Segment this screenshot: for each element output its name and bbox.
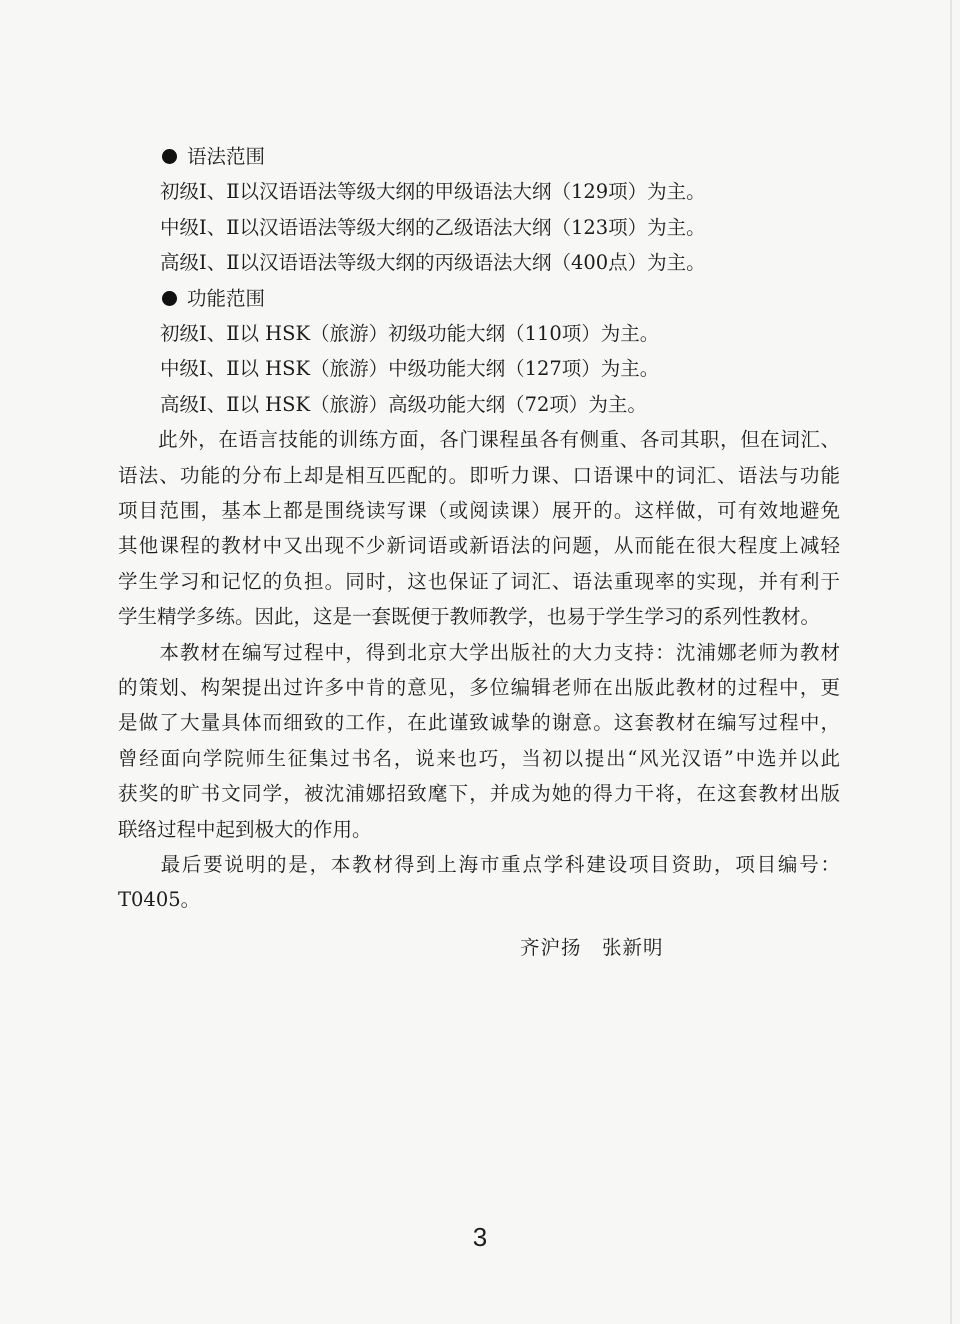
paragraph-line: 联络过程中起到极大的作用。 xyxy=(118,817,372,841)
paragraph-line: 学生精学多练。因此，这是一套既便于教师教学，也易于学生学习的系列性教材。 xyxy=(118,605,821,629)
scope-item: 初级Ⅰ、Ⅱ以汉语语法等级大纲的甲级语法大纲（129项）为主。 xyxy=(160,180,706,204)
scope-item: 中级Ⅰ、Ⅱ以 HSK（旅游）中级功能大纲（127项）为主。 xyxy=(160,357,660,381)
section-heading-text: 语法范围 xyxy=(187,145,266,168)
paragraph-line: 本教材在编写过程中，得到北京大学出版社的大力支持：沈浦娜老师为教材 xyxy=(118,640,840,664)
scope-item: 高级Ⅰ、Ⅱ以汉语语法等级大纲的丙级语法大纲（400点）为主。 xyxy=(160,251,706,275)
author-signature: 齐沪扬 张新明 xyxy=(520,936,664,959)
paragraph-line: T0405。 xyxy=(118,888,201,912)
section-heading xyxy=(118,143,840,171)
paragraph-line: 学生学习和记忆的负担。同时，这也保证了词汇、语法重现率的实现，并有利于 xyxy=(118,569,840,593)
page-number: 3 xyxy=(472,1222,488,1252)
paragraph-line: 是做了大量具体而细致的工作，在此谨致诚挚的谢意。这套教材在编写过程中， xyxy=(118,711,840,735)
bullet-icon xyxy=(162,291,177,306)
paragraph-line: 获奖的旷书文同学，被沈浦娜招致麾下，并成为她的得力干将，在这套教材出版 xyxy=(118,782,840,806)
scope-item: 初级Ⅰ、Ⅱ以 HSK（旅游）初级功能大纲（110项）为主。 xyxy=(160,322,660,345)
scope-item: 高级Ⅰ、Ⅱ以 HSK（旅游）高级功能大纲（72项）为主。 xyxy=(160,392,647,416)
section-heading xyxy=(118,285,840,313)
paragraph-line: 项目范围，基本上都是围绕读写课（或阅读课）展开的。这样做，可有效地避免 xyxy=(118,499,840,522)
paragraph-line: 其他课程的教材中又出现不少新词语或新语法的问题，从而能在很大程度上减轻 xyxy=(118,534,840,558)
scan-edge xyxy=(950,0,952,1324)
paragraph-line: 最后要说明的是，本教材得到上海市重点学科建设项目资助，项目编号： xyxy=(118,853,840,876)
bullet-icon xyxy=(162,149,177,164)
paragraph-line: 语法、功能的分布上却是相互匹配的。即听力课、口语课中的词汇、语法与功能 xyxy=(118,463,840,487)
paragraph-line: 此外，在语言技能的训练方面，各门课程虽各有侧重、各司其职，但在词汇、 xyxy=(118,428,840,452)
section-heading-text: 功能范围 xyxy=(187,286,266,310)
paragraph-line: 曾经面向学院师生征集过书名，说来也巧，当初以提出“风光汉语”中选并以此 xyxy=(118,746,840,770)
scope-item: 中级Ⅰ、Ⅱ以汉语语法等级大纲的乙级语法大纲（123项）为主。 xyxy=(160,215,706,239)
paragraph-line: 的策划、构架提出过许多中肯的意见，多位编辑老师在出版此教材的过程中，更 xyxy=(118,676,840,699)
